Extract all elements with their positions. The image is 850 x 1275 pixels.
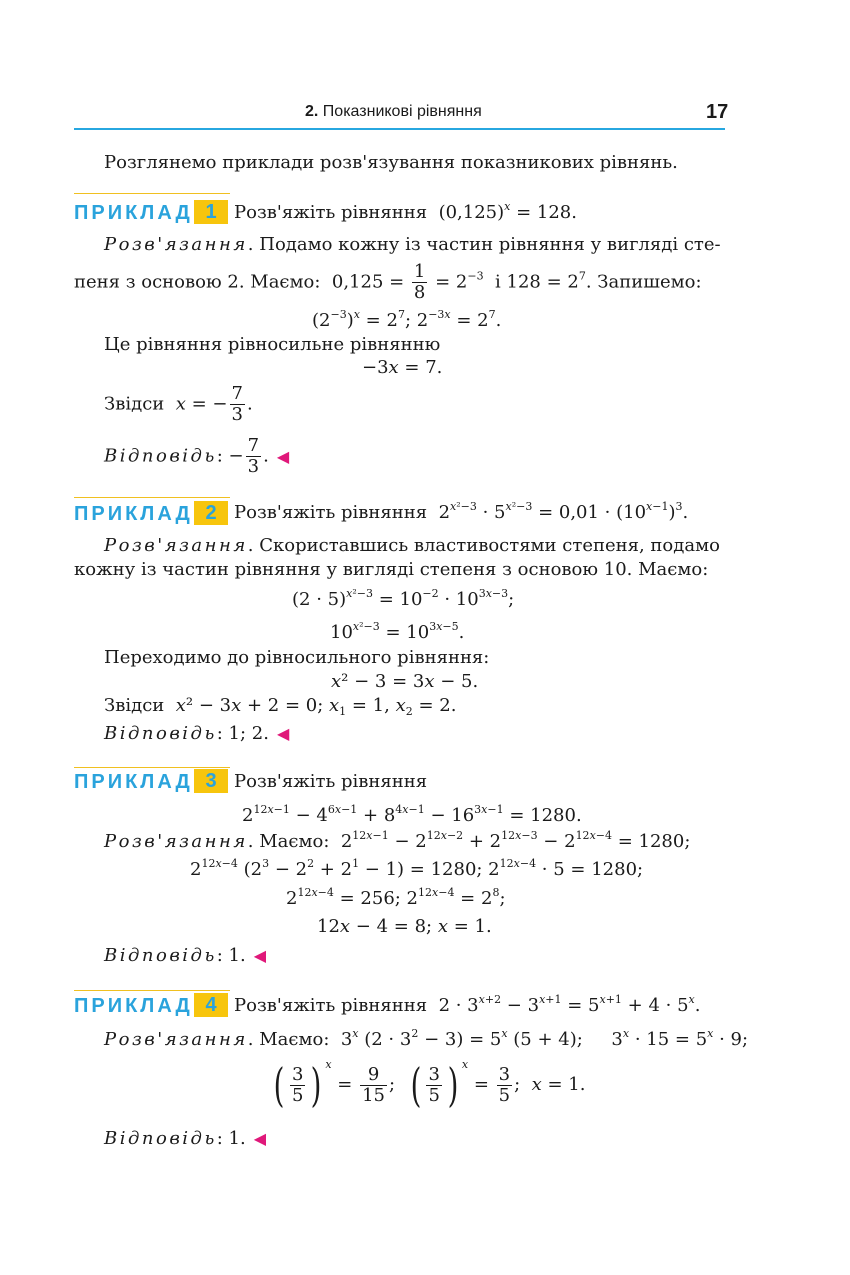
example-4-task: Розв'яжіть рівняння $2 \cdot 3^{x+2} - 3^{x+1} = 5^{x+1} + 4 \cdot 5^x$. [234,993,701,1016]
example-3-equation: $2^{12x-1} - 4^{6x-1} + 8^{4x-1} - 16^{3x-1} = 1280$. [242,803,582,826]
example-3-eq2: $2^{12x-4} = 256$; $2^{12x-4} = 2^8$; [286,886,506,909]
example-2-rule [74,497,230,498]
end-marker-icon: ◀ [276,724,290,743]
example-4-answer: Відповідь: 1. ◀ [104,1128,267,1149]
example-2-solution-line1: Розв'язання. Скориставшись властивостями степеня, подамо [104,535,720,556]
end-marker-icon: ◀ [253,946,267,965]
chapter-title: Показникові рівняння [322,103,482,120]
example-3-number: 3 [194,769,228,793]
example-4-eq1: ( $\frac{3}{5}$ ) $^x$ = $\frac{9}{15}$ ; ( $\frac{3}{5}$ ) $^x$ = $\frac{3}{5}$ ; x = 1. [273,1058,586,1112]
header-rule [74,128,725,130]
example-1-rule [74,193,230,194]
intro-text: Розглянемо приклади розв'язування показникових рівнянь. [104,152,678,173]
example-2-answer: Відповідь: 1; 2. ◀ [104,723,290,744]
example-1-answer: Відповідь: − $\frac{7}{3}$ . ◀ [104,435,290,477]
example-2-solution-line2: кожну із частин рівняння у вигляді степеня з основою 10. Маємо: [74,559,709,580]
example-2-hence: Звідси x² − 3x + 2 = 0; $x_1 = 1$, $x_2 = 2$. [104,695,457,718]
example-1-hence: Звідси x = − $\frac{7}{3}$ . [104,383,253,425]
chapter-number: 2. [305,103,319,120]
example-3-label: ПРИКЛАД [74,771,193,793]
chapter-heading [305,104,482,120]
example-4-label: ПРИКЛАД [74,995,193,1017]
end-marker-icon: ◀ [253,1129,267,1148]
example-1-task: Розв'яжіть рівняння $(0,125)^x = 128$. [234,200,577,223]
example-2-move: Переходимо до рівносильного рівняння: [104,647,490,668]
example-1-eq1: $(2^{-3})^x = 2^7$; $2^{-3x} = 2^7$. [312,308,502,331]
example-1-equiv: Це рівняння рівносильне рівнянню [104,334,441,355]
example-2-task: Розв'яжіть рівняння $2^{x^2-3} \cdot 5^{x^2-3} = 0,01 \cdot (10^{x-1})^3$. [234,500,689,523]
example-2-eq3: x² − 3 = 3x − 5. [331,671,479,692]
example-2-label: ПРИКЛАД [74,503,193,525]
page-number: 17 [706,101,729,123]
example-1-number: 1 [194,200,228,224]
example-2-eq1: $(2 \cdot 5)^{x^2-3} = 10^{-2} \cdot 10^{3x-3}$; [292,587,515,610]
example-2-number: 2 [194,501,228,525]
example-4-rule [74,990,230,991]
example-1-eq2: −3x = 7. [362,357,443,378]
example-1-label: ПРИКЛАД [74,202,193,224]
end-marker-icon: ◀ [276,446,290,466]
example-3-task: Розв'яжіть рівняння [234,771,428,792]
example-3-eq1: $2^{12x-4}$ $(2^3 - 2^2 + 2^1 - 1) = 1280$; $2^{12x-4} \cdot 5 = 1280$; [190,857,644,880]
example-2-eq2: $10^{x^2-3} = 10^{3x-5}$. [330,620,465,643]
example-3-solution-line1: Розв'язання. Маємо: $2^{12x-1} - 2^{12x-2} + 2^{12x-3} - 2^{12x-4} = 1280$; [104,829,691,852]
example-4-number: 4 [194,993,228,1017]
example-3-rule [74,767,230,768]
example-4-solution-line1: Розв'язання. Маємо: 3$^x$ $(2 \cdot 3^2 - 3) = 5^x$ (5 + 4); $3^x \cdot 15 = 5^x \cdot 9$; [104,1027,749,1050]
example-3-eq3: 12x − 4 = 8; x = 1. [317,916,492,937]
example-1-solution-line2: пеня з основою 2. Маємо: 0,125 = $\frac{1}{8}$ = $2^{-3}$ і $128 = 2^7$. Запишемо: [74,261,702,303]
example-3-answer: Відповідь: 1. ◀ [104,945,267,966]
example-1-solution-line1: Розв'язання. Подамо кожну із частин рівняння у вигляді сте- [104,234,721,255]
